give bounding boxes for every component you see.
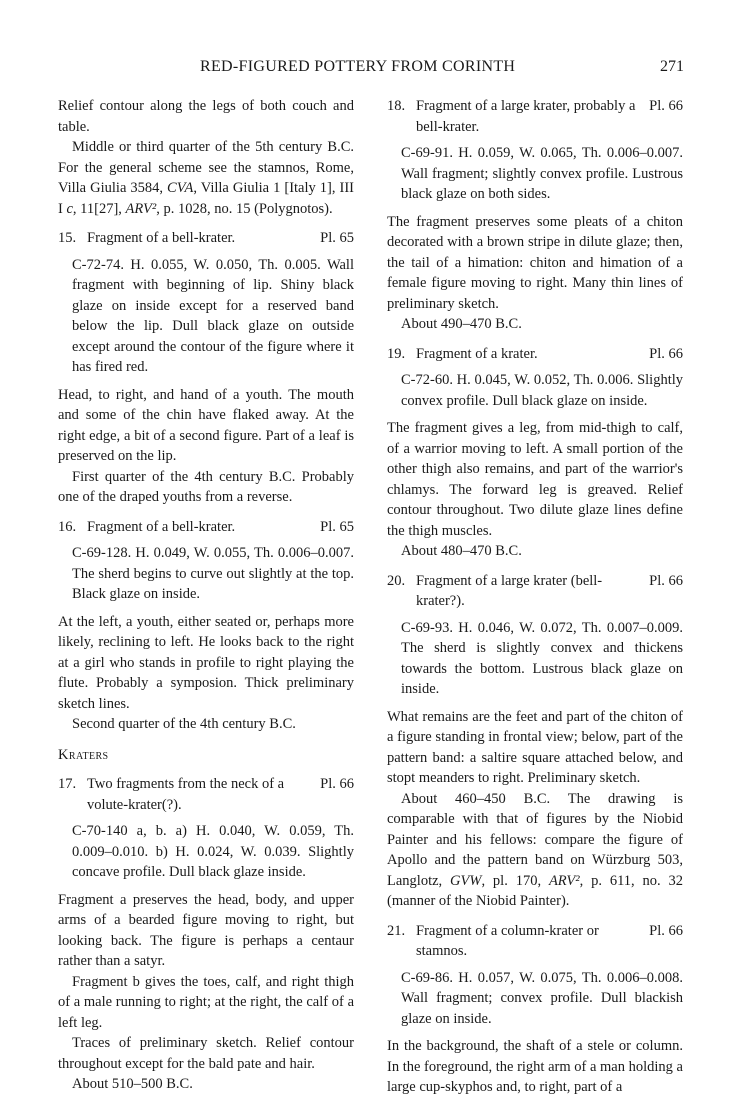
era-label: B.C. xyxy=(495,543,522,559)
comparison-text: , p. 611, no. 32 (manner of the Niobid Painter). xyxy=(387,872,684,909)
reference-text: , Villa Giulia 1 [Italy 1], III I xyxy=(58,180,354,217)
plate-reference: Pl. 66 xyxy=(649,345,683,362)
plate-reference: Pl. 66 xyxy=(649,572,683,589)
reference-abbrev: GVW xyxy=(450,872,482,889)
continued-dating xyxy=(58,137,354,219)
continued-text: Relief contour along the legs of both couch and table. xyxy=(58,98,354,135)
entry-number: 19. xyxy=(387,345,406,362)
reference-abbrev: ARV² xyxy=(548,872,580,889)
entry-dating xyxy=(58,467,354,508)
entry-dating xyxy=(387,314,683,335)
entry-16-title xyxy=(58,517,354,538)
reference-text: , p. 1028, no. 15 (Polygnotos). xyxy=(156,200,333,217)
entry-description: Fragment of a krater. xyxy=(416,345,538,362)
entry-17-title xyxy=(58,774,354,815)
entry-21-title xyxy=(387,921,683,962)
entry-19-title xyxy=(387,344,683,365)
entry-description-text: At the left, a youth, either seated or, perhaps more likely, reclining to left. He looks back to the right at a girl who stands in profile to right playing the flute. Probably a symposion. Thick preliminary sketch lines. xyxy=(58,613,354,712)
entry-number: 17. xyxy=(58,776,77,792)
entry-18-title xyxy=(387,96,683,137)
plate-reference: Pl. 65 xyxy=(320,230,354,246)
reference-text: , 11[27], xyxy=(72,200,122,217)
date-line: About 510–500 xyxy=(72,1076,163,1092)
left-column xyxy=(58,96,354,1095)
era-label: B.C. xyxy=(495,316,522,332)
entry-number: 18. xyxy=(387,98,406,114)
era-label: B.C. xyxy=(269,716,296,732)
entry-description-text: Traces of preliminary sketch. Relief contour throughout except for the bald pate and hair. xyxy=(58,1035,354,1072)
plate-reference: Pl. 66 xyxy=(649,98,683,114)
plate-reference: Pl. 66 xyxy=(320,776,354,792)
plate-reference: Pl. 65 xyxy=(320,518,354,535)
catalog-text: C-69-86. H. 0.057, W. 0.075, Th. 0.006–0.008. Wall fragment; convex profile. Dull blackish glaze on inside. xyxy=(401,969,683,1027)
plate-reference: Pl. 66 xyxy=(649,922,683,939)
right-column xyxy=(387,96,683,1098)
entry-number: 20. xyxy=(387,572,406,589)
entry-description: Fragment of a large krater, probably a bell-krater. xyxy=(416,98,636,135)
catalog-block xyxy=(387,143,683,205)
entry-dating xyxy=(387,541,683,562)
entry-description: Fragment of a bell-krater. xyxy=(87,230,236,246)
date-line: About 490–470 xyxy=(401,316,492,332)
reference-abbrev: c xyxy=(66,200,73,217)
page-header xyxy=(0,58,738,82)
era-label: B.C. xyxy=(166,1076,193,1092)
entry-number: 16. xyxy=(58,518,77,535)
catalog-text: C-72-60. H. 0.045, W. 0.052, Th. 0.006. Slightly convex profile. Dull black glaze on inside. xyxy=(401,372,683,409)
entry-dating xyxy=(58,714,354,735)
entry-description: Fragment of a column-krater or stamnos. xyxy=(416,922,599,959)
entry-15-title xyxy=(58,228,354,249)
entry-description-text: The fragment gives a leg, from mid-thigh to calf, of a warrior moving to left. A small portion of the other thigh also remains, and part of the warrior's chlamys. The forward leg is greaved. Relief contour throughout. Two dilute glaze lines define the thigh muscles. xyxy=(387,420,683,539)
catalog-block xyxy=(387,618,683,700)
entry-dating xyxy=(58,1074,354,1095)
comparison-text: , pl. 170, xyxy=(481,872,542,889)
catalog-text: C-70-140 a, b. a) H. 0.040, W. 0.059, Th. 0.009–0.010. b) H. 0.024, W. 0.039. Slightly concave profile. Dull black glaze inside. xyxy=(72,823,354,880)
entry-description: Fragment of a large krater (bell-krater?). xyxy=(416,572,603,609)
era-label: B.C. xyxy=(268,468,296,485)
running-title: RED-FIGURED POTTERY FROM CORINTH xyxy=(200,58,516,75)
catalog-block xyxy=(58,821,354,883)
entry-description-text: What remains are the feet and part of the chiton of a figure standing in frontal view; below, part of the pattern band: a saltire square attached below, and stopt meanders to right. Preliminary sketch. xyxy=(387,708,683,786)
entry-number: 15. xyxy=(58,230,77,246)
catalog-block xyxy=(58,255,354,378)
date-line: First quarter of the 4th century xyxy=(72,468,263,485)
entry-number: 21. xyxy=(387,922,406,939)
era-label: B.C. xyxy=(327,139,354,155)
entry-description-text: Head, to right, and hand of a youth. The mouth and some of the chin have flaked away. At the right edge, a bit of a second figure. Part of a leaf is preserved on the lip. xyxy=(58,386,354,464)
catalog-block xyxy=(387,370,683,411)
catalog-text: C-69-128. H. 0.049, W. 0.055, Th. 0.006–0.007. The sherd begins to curve out slightly at the top. Black glaze on inside. xyxy=(72,545,354,602)
page-number: 271 xyxy=(660,58,684,75)
date-line: About 480–470 xyxy=(401,543,492,559)
entry-description-text: Fragment b gives the toes, calf, and right thigh of a male running to right; at the right, the calf of a left leg. xyxy=(58,973,354,1031)
reference-abbrev: ARV² xyxy=(125,200,157,217)
reference-abbrev: CVA xyxy=(167,180,194,196)
entry-description: Two fragments from the neck of a volute-krater(?). xyxy=(87,776,285,813)
era-label: B.C. xyxy=(523,790,551,807)
entry-20-title xyxy=(387,571,683,612)
entry-description-text: In the background, the shaft of a stele or column. In the foreground, the right arm of a man holding a large cup-skyphos and, to right, part of a xyxy=(387,1038,683,1095)
catalog-text: C-72-74. H. 0.055, W. 0.050, Th. 0.005. Wall fragment with beginning of lip. Shiny black glaze on inside except for a reserved band below the lip. Dull black glaze on outside except around the contour of the figure where it has fired red. xyxy=(72,256,354,375)
section-heading: Kraters xyxy=(58,746,109,763)
catalog-block xyxy=(58,543,354,605)
entry-description-text: The fragment preserves some pleats of a chiton decorated with a brown stripe in dilute glaze; then, the tail of a himation: chiton and himation of a female figure moving to right. Many thin lines of preliminary sketch. xyxy=(387,213,683,312)
entry-description: Fragment of a bell-krater. xyxy=(87,518,236,535)
entry-dating xyxy=(387,789,683,912)
date-note: Probably one of the draped youths from a reverse. xyxy=(58,468,355,505)
catalog-block xyxy=(387,968,683,1030)
catalog-text: C-69-93. H. 0.046, W. 0.072, Th. 0.007–0.009. The sherd is slightly convex and thickens towards the bottom. Lustrous black glaze on inside. xyxy=(401,619,683,697)
reference-text: For the general scheme see the stamnos, Rome, Villa Giulia 3584, xyxy=(58,159,354,196)
date-line: Middle or third quarter of the 5th century xyxy=(72,139,323,155)
comparison-text: The drawing is comparable with that of figures by the Niobid Painter and his fellows: compare the figure of Apollo and the pattern band on Würzburg 503, Langlotz, xyxy=(387,790,684,889)
date-line: About 460–450 xyxy=(401,790,506,807)
catalog-text: C-69-91. H. 0.059, W. 0.065, Th. 0.006–0.007. Wall fragment; slightly convex profile. Lustrous black glaze on both sides. xyxy=(401,145,683,202)
entry-description-text: Fragment a preserves the head, body, and upper arms of a bearded figure moving to right, but looking back. The figure is perhaps a centaur rather than a satyr. xyxy=(58,891,354,969)
date-line: Second quarter of the 4th century xyxy=(72,716,266,732)
